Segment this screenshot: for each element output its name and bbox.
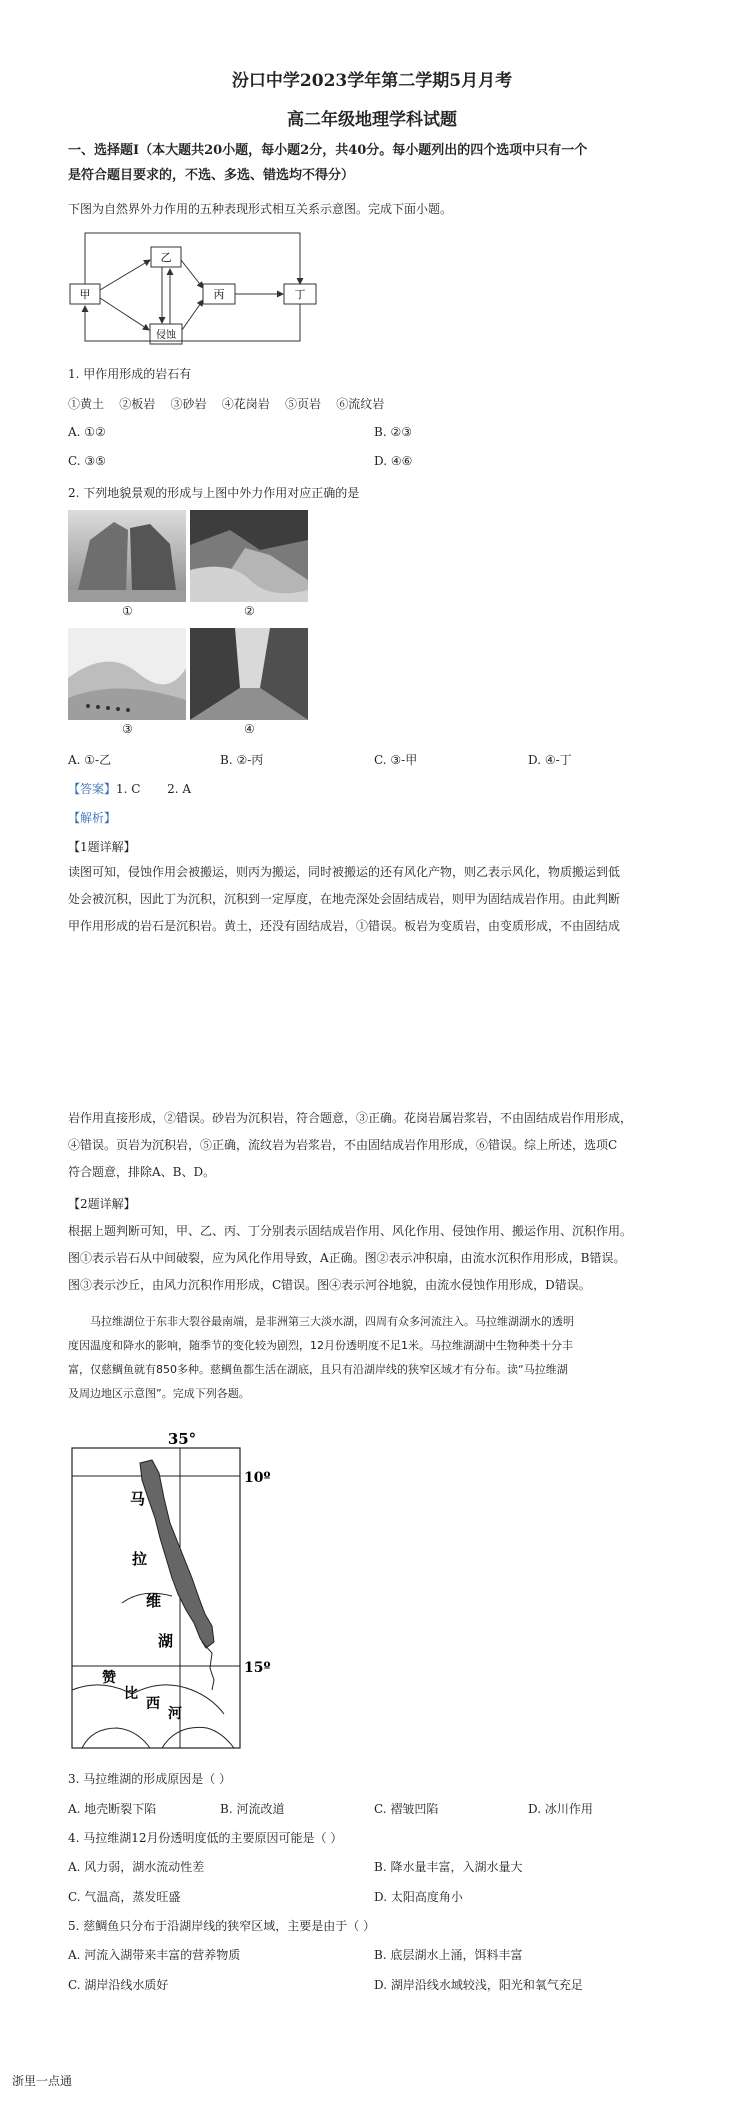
q5-stem: 5. 慈鲷鱼只分布于沿湖岸线的狭窄区域，主要是由于（ ） xyxy=(68,1919,376,1933)
q5-option-b: B. 底层湖水上涌，饵料丰富 xyxy=(374,1948,523,1962)
arrow-top-loop xyxy=(85,233,300,284)
lake-char-3: 维 xyxy=(146,1592,162,1610)
river-char-4: 河 xyxy=(168,1706,182,1722)
photo-label-2: ② xyxy=(244,604,255,618)
q4-option-a: A. 风力弱，湖水流动性差 xyxy=(68,1860,205,1874)
q4-stem: 4. 马拉维湖12月份透明度低的主要原因可能是（ ） xyxy=(68,1831,343,1845)
node-qinshi: 侵蚀 xyxy=(156,330,176,341)
lake-char-1: 马 xyxy=(130,1490,146,1508)
photo-3-sand-dune xyxy=(68,628,186,720)
section-heading-line-2: 是符合题目要求的，不选、多选、错选均不得分） xyxy=(68,168,355,183)
q1-option-a: A. ①② xyxy=(68,425,106,439)
q5-option-a: A. 河流入湖带来丰富的营养物质 xyxy=(68,1948,241,1962)
lat-label-10: 10º xyxy=(244,1470,271,1486)
intro2-line-1: 马拉维湖位于东非大裂谷最南端，是非洲第三大淡水湖，四周有众多河流注入。马拉维湖湖水的透明 xyxy=(90,1315,574,1328)
page-subtitle: 高二年级地理学科试题 xyxy=(287,110,457,130)
q5-option-c: C. 湖岸沿线水质好 xyxy=(68,1978,169,1992)
photo-1-split-rock xyxy=(68,510,186,602)
q3-option-c: C. 褶皱凹陷 xyxy=(374,1802,439,1816)
river-char-3: 西 xyxy=(146,1696,160,1712)
intro2-line-4: 及周边地区示意图”。完成下列各题。 xyxy=(68,1387,250,1400)
lake-char-4: 湖 xyxy=(158,1632,174,1650)
node-yi: 乙 xyxy=(160,251,172,264)
river-char-1: 赞 xyxy=(102,1670,116,1686)
q4-option-b: B. 降水量丰富，入湖水量大 xyxy=(374,1860,523,1874)
photo-label-1: ① xyxy=(122,604,133,618)
q1-option-c: C. ③⑤ xyxy=(68,454,106,468)
q1-option-d: D. ④⑥ xyxy=(374,454,413,468)
detail1-line-6: 符合题意，排除A、B、D。 xyxy=(68,1165,216,1179)
detail1-line-5: ④错误。页岩为沉积岩，⑤正确，流纹岩为岩浆岩，不由固结成岩作用形成，⑥错误。综上所述，选项C xyxy=(68,1138,618,1152)
detail1-line-1: 读图可知，侵蚀作用会被搬运，则丙为搬运，同时被搬运的还有风化产物，则乙表示风化，物质搬运到低 xyxy=(68,865,621,879)
q1-stem: 1. 甲作用形成的岩石有 xyxy=(68,367,192,381)
q3-option-b: B. 河流改道 xyxy=(220,1802,285,1816)
intro2-line-2: 度因温度和降水的影响，随季节的变化较为剧烈，12月份透明度不足1米。马拉维湖湖中生物种类十分丰 xyxy=(68,1339,573,1352)
lake-char-2: 拉 xyxy=(132,1550,148,1568)
q2-stem: 2. 下列地貌景观的形成与上图中外力作用对应正确的是 xyxy=(68,486,360,500)
detail1-line-4: 岩作用直接形成，②错误。砂岩为沉积岩，符合题意，③正确。花岗岩属岩浆岩，不由固结成岩作用形成， xyxy=(68,1111,633,1125)
detail2-line-3: 图③表示沙丘，由风力沉积作用形成，C错误。图④表示河谷地貌，由流水侵蚀作用形成，D错误。 xyxy=(68,1278,591,1292)
detail1-title: 【1题详解】 xyxy=(68,840,136,854)
q1-option-b: B. ②③ xyxy=(374,425,412,439)
q4-option-d: D. 太阳高度角小 xyxy=(374,1890,463,1904)
lon-label: 35° xyxy=(167,1430,197,1448)
page-title: 汾口中学2023学年第二学期5月月考 xyxy=(231,71,513,91)
river-char-2: 比 xyxy=(124,1686,138,1702)
q3-option-a: A. 地壳断裂下陷 xyxy=(68,1802,157,1816)
answer-value: 1. C 2. A xyxy=(116,782,192,796)
lake-malawi-map xyxy=(62,1428,292,1752)
detail1-line-2: 处会被沉积，因此丁为沉积，沉积到一定厚度，在地壳深处会固结成岩，则甲为固结成岩作用。由此判断 xyxy=(68,892,621,906)
external-forces-diagram xyxy=(68,228,330,346)
answer-label: 【答案】 xyxy=(68,782,117,796)
photo-4-river-valley xyxy=(190,628,308,720)
analysis-label: 【解析】 xyxy=(68,811,117,825)
q4-option-c: C. 气温高，蒸发旺盛 xyxy=(68,1890,181,1904)
section-heading xyxy=(68,138,688,188)
lat-label-15: 15º xyxy=(244,1660,271,1676)
photo-label-4: ④ xyxy=(244,722,255,736)
q5-option-d: D. 湖岸沿线水域较浅，阳光和氧气充足 xyxy=(374,1978,583,1992)
detail2-block xyxy=(68,1218,678,1299)
section-heading-line-1: 一、选择题Ⅰ（本大题共20小题，每小题2分，共40分。每小题列出的四个选项中只有一个 xyxy=(68,143,588,158)
photo-2-alluvial-fan xyxy=(190,510,308,602)
intro2-line-3: 富，仅慈鲷鱼就有850多种。慈鲷鱼都生活在湖底，且只有沿湖岸线的狭窄区域才有分布。读“马拉维湖 xyxy=(68,1363,568,1376)
detail1-block-a xyxy=(68,859,678,940)
q2-option-b: B. ②-丙 xyxy=(220,753,264,767)
q3-stem: 3. 马拉维湖的形成原因是（ ） xyxy=(68,1772,232,1786)
footer-brand: 浙里一点通 xyxy=(12,2074,73,2088)
q3-option-d: D. 冰川作用 xyxy=(528,1802,593,1816)
photo-label-3: ③ xyxy=(122,722,133,736)
node-bing: 丙 xyxy=(213,288,225,301)
detail2-line-2: 图①表示岩石从中间破裂，应为风化作用导致，A正确。图②表示冲积扇，由流水沉积作用形成，B错误。 xyxy=(68,1251,626,1265)
node-ding: 丁 xyxy=(294,288,306,301)
q2-option-a: A. ①-乙 xyxy=(68,753,112,767)
q2-option-c: C. ③-甲 xyxy=(374,753,418,767)
node-jia: 甲 xyxy=(79,288,91,301)
answer-line xyxy=(68,780,191,797)
intro-text-2 xyxy=(68,1310,678,1406)
detail2-title: 【2题详解】 xyxy=(68,1197,136,1211)
detail1-line-3: 甲作用形成的岩石是沉积岩。黄土，还没有固结成岩，①错误。板岩为变质岩，由变质形成，不由固结成 xyxy=(68,919,621,933)
detail2-line-1: 根据上题判断可知，甲、乙、丙、丁分别表示固结成岩作用、风化作用、侵蚀作用、搬运作用、沉积作用。 xyxy=(68,1224,633,1238)
q2-option-d: D. ④-丁 xyxy=(528,753,572,767)
detail1-block-b xyxy=(68,1105,678,1186)
q1-items: ①黄土 ②板岩 ③砂岩 ④花岗岩 ⑤页岩 ⑥流纹岩 xyxy=(68,397,385,411)
intro-text-1: 下图为自然界外力作用的五种表现形式相互关系示意图。完成下面小题。 xyxy=(68,202,453,216)
